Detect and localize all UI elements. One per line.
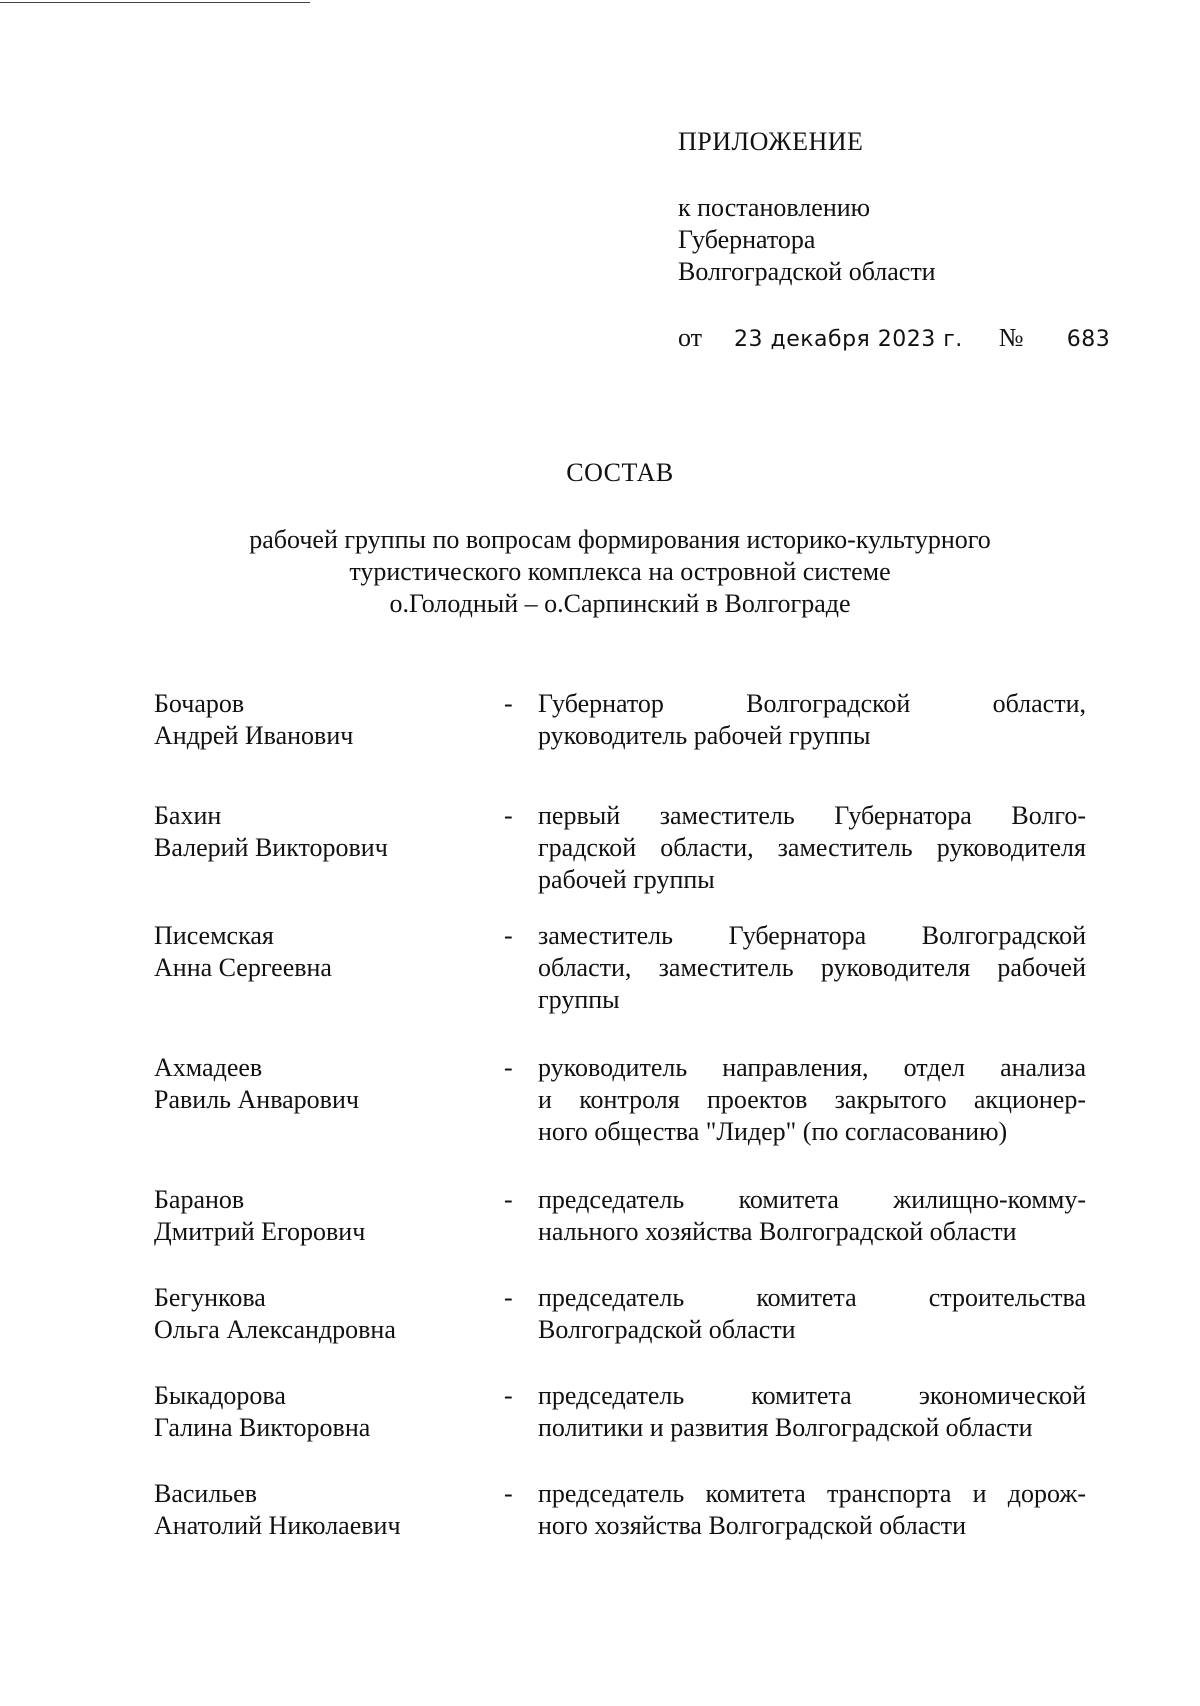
member-given-names: Андрей Иванович bbox=[154, 721, 354, 750]
member-given-names: Анна Сергеевна bbox=[154, 953, 332, 982]
resolution-number: 683 bbox=[1066, 327, 1111, 352]
member-role-line: ного хозяйства Волгоградской области bbox=[538, 1511, 967, 1540]
member-role-line: председатель комитета строительства bbox=[538, 1283, 1086, 1312]
member-row bbox=[154, 1184, 1086, 1248]
member-name bbox=[154, 688, 504, 752]
member-role bbox=[538, 1282, 1086, 1346]
appendix-heading: ПРИЛОЖЕНИЕ bbox=[678, 127, 864, 156]
member-role-line: председатель комитета экономической bbox=[538, 1381, 1086, 1410]
member-row bbox=[154, 688, 1086, 752]
member-role bbox=[538, 920, 1086, 1016]
appendix-line-2: Губернатора bbox=[678, 225, 816, 254]
member-dash: - bbox=[504, 1381, 513, 1410]
member-given-names: Галина Викторовна bbox=[154, 1413, 371, 1442]
member-name bbox=[154, 1052, 504, 1148]
member-surname: Писемская bbox=[154, 921, 274, 950]
subtitle-line-2: туристического комплекса на островной системе bbox=[349, 557, 891, 586]
member-role-line: группы bbox=[538, 985, 620, 1014]
member-name bbox=[154, 1184, 504, 1248]
member-name bbox=[154, 920, 504, 1016]
member-role-line: нального хозяйства Волгоградской области bbox=[538, 1217, 1017, 1246]
member-role-line: председатель комитета жилищно-комму- bbox=[538, 1185, 1086, 1214]
member-dash: - bbox=[504, 1053, 513, 1082]
member-surname: Васильев bbox=[154, 1479, 257, 1508]
member-row bbox=[154, 920, 1086, 1016]
member-role-line: первый заместитель Губернатора Волго- bbox=[538, 801, 1086, 830]
member-role bbox=[538, 800, 1086, 896]
member-role-line: политики и развития Волгоградской области bbox=[538, 1413, 1033, 1442]
member-role-line: области, заместитель руководителя рабочей bbox=[538, 953, 1086, 982]
member-surname: Быкадорова bbox=[154, 1381, 286, 1410]
member-dash: - bbox=[504, 689, 513, 718]
member-surname: Бегункова bbox=[154, 1283, 266, 1312]
member-dash: - bbox=[504, 801, 513, 830]
member-role-line: руководитель направления, отдел анализа bbox=[538, 1053, 1086, 1082]
member-role bbox=[538, 1052, 1086, 1148]
member-given-names: Анатолий Николаевич bbox=[154, 1511, 401, 1540]
member-surname: Ахмадеев bbox=[154, 1053, 263, 1082]
member-name bbox=[154, 1282, 504, 1346]
number-sign: № bbox=[998, 323, 1024, 352]
member-role bbox=[538, 1478, 1086, 1542]
document-title: СОСТАВ bbox=[566, 458, 674, 487]
member-given-names: Дмитрий Егорович bbox=[154, 1217, 366, 1246]
member-role bbox=[538, 1380, 1086, 1444]
appendix-line-3: Волгоградской области bbox=[678, 257, 936, 286]
member-dash: - bbox=[504, 1479, 513, 1508]
appendix-block bbox=[678, 126, 936, 288]
subtitle-line-1: рабочей группы по вопросам формирования историко-культурного bbox=[249, 525, 991, 554]
member-given-names: Равиль Анварович bbox=[154, 1085, 359, 1114]
member-name bbox=[154, 1380, 504, 1444]
document-subtitle bbox=[0, 524, 1200, 620]
member-role-line: и контроля проектов закрытого акционер- bbox=[538, 1085, 1086, 1114]
resolution-date: 23 декабря 2023 г. bbox=[734, 327, 963, 352]
member-role-line: Губернатор Волгоградской области, bbox=[538, 689, 1086, 718]
member-dash: - bbox=[504, 921, 513, 950]
member-name bbox=[154, 1478, 504, 1542]
member-role-line: градской области, заместитель руководителя bbox=[538, 833, 1086, 862]
member-row bbox=[154, 1052, 1086, 1148]
member-role-line: заместитель Губернатора Волгоградской bbox=[538, 921, 1086, 950]
resolution-date-line bbox=[678, 322, 1110, 356]
appendix-line-1: к постановлению bbox=[678, 193, 871, 222]
member-role bbox=[538, 1184, 1086, 1248]
member-surname: Баранов bbox=[154, 1185, 245, 1214]
member-given-names: Ольга Александровна bbox=[154, 1315, 396, 1344]
scan-edge-line bbox=[0, 2, 310, 3]
member-role-line: руководитель рабочей группы bbox=[538, 721, 871, 750]
member-role bbox=[538, 688, 1086, 752]
member-dash: - bbox=[504, 1283, 513, 1312]
member-surname: Бахин bbox=[154, 801, 222, 830]
member-row bbox=[154, 1282, 1086, 1346]
member-role-line: ного общества "Лидер" (по согласованию) bbox=[538, 1117, 1008, 1146]
member-surname: Бочаров bbox=[154, 689, 245, 718]
member-row bbox=[154, 1380, 1086, 1444]
member-role-line: Волгоградской области bbox=[538, 1315, 796, 1344]
date-prefix: от bbox=[678, 323, 703, 352]
member-given-names: Валерий Викторович bbox=[154, 833, 388, 862]
subtitle-line-3: о.Голодный – о.Сарпинский в Волгограде bbox=[389, 589, 851, 618]
member-role-line: председатель комитета транспорта и дорож- bbox=[538, 1479, 1086, 1508]
member-role-line: рабочей группы bbox=[538, 865, 715, 894]
member-row bbox=[154, 1478, 1086, 1542]
member-row bbox=[154, 800, 1086, 896]
member-dash: - bbox=[504, 1185, 513, 1214]
member-name bbox=[154, 800, 504, 896]
